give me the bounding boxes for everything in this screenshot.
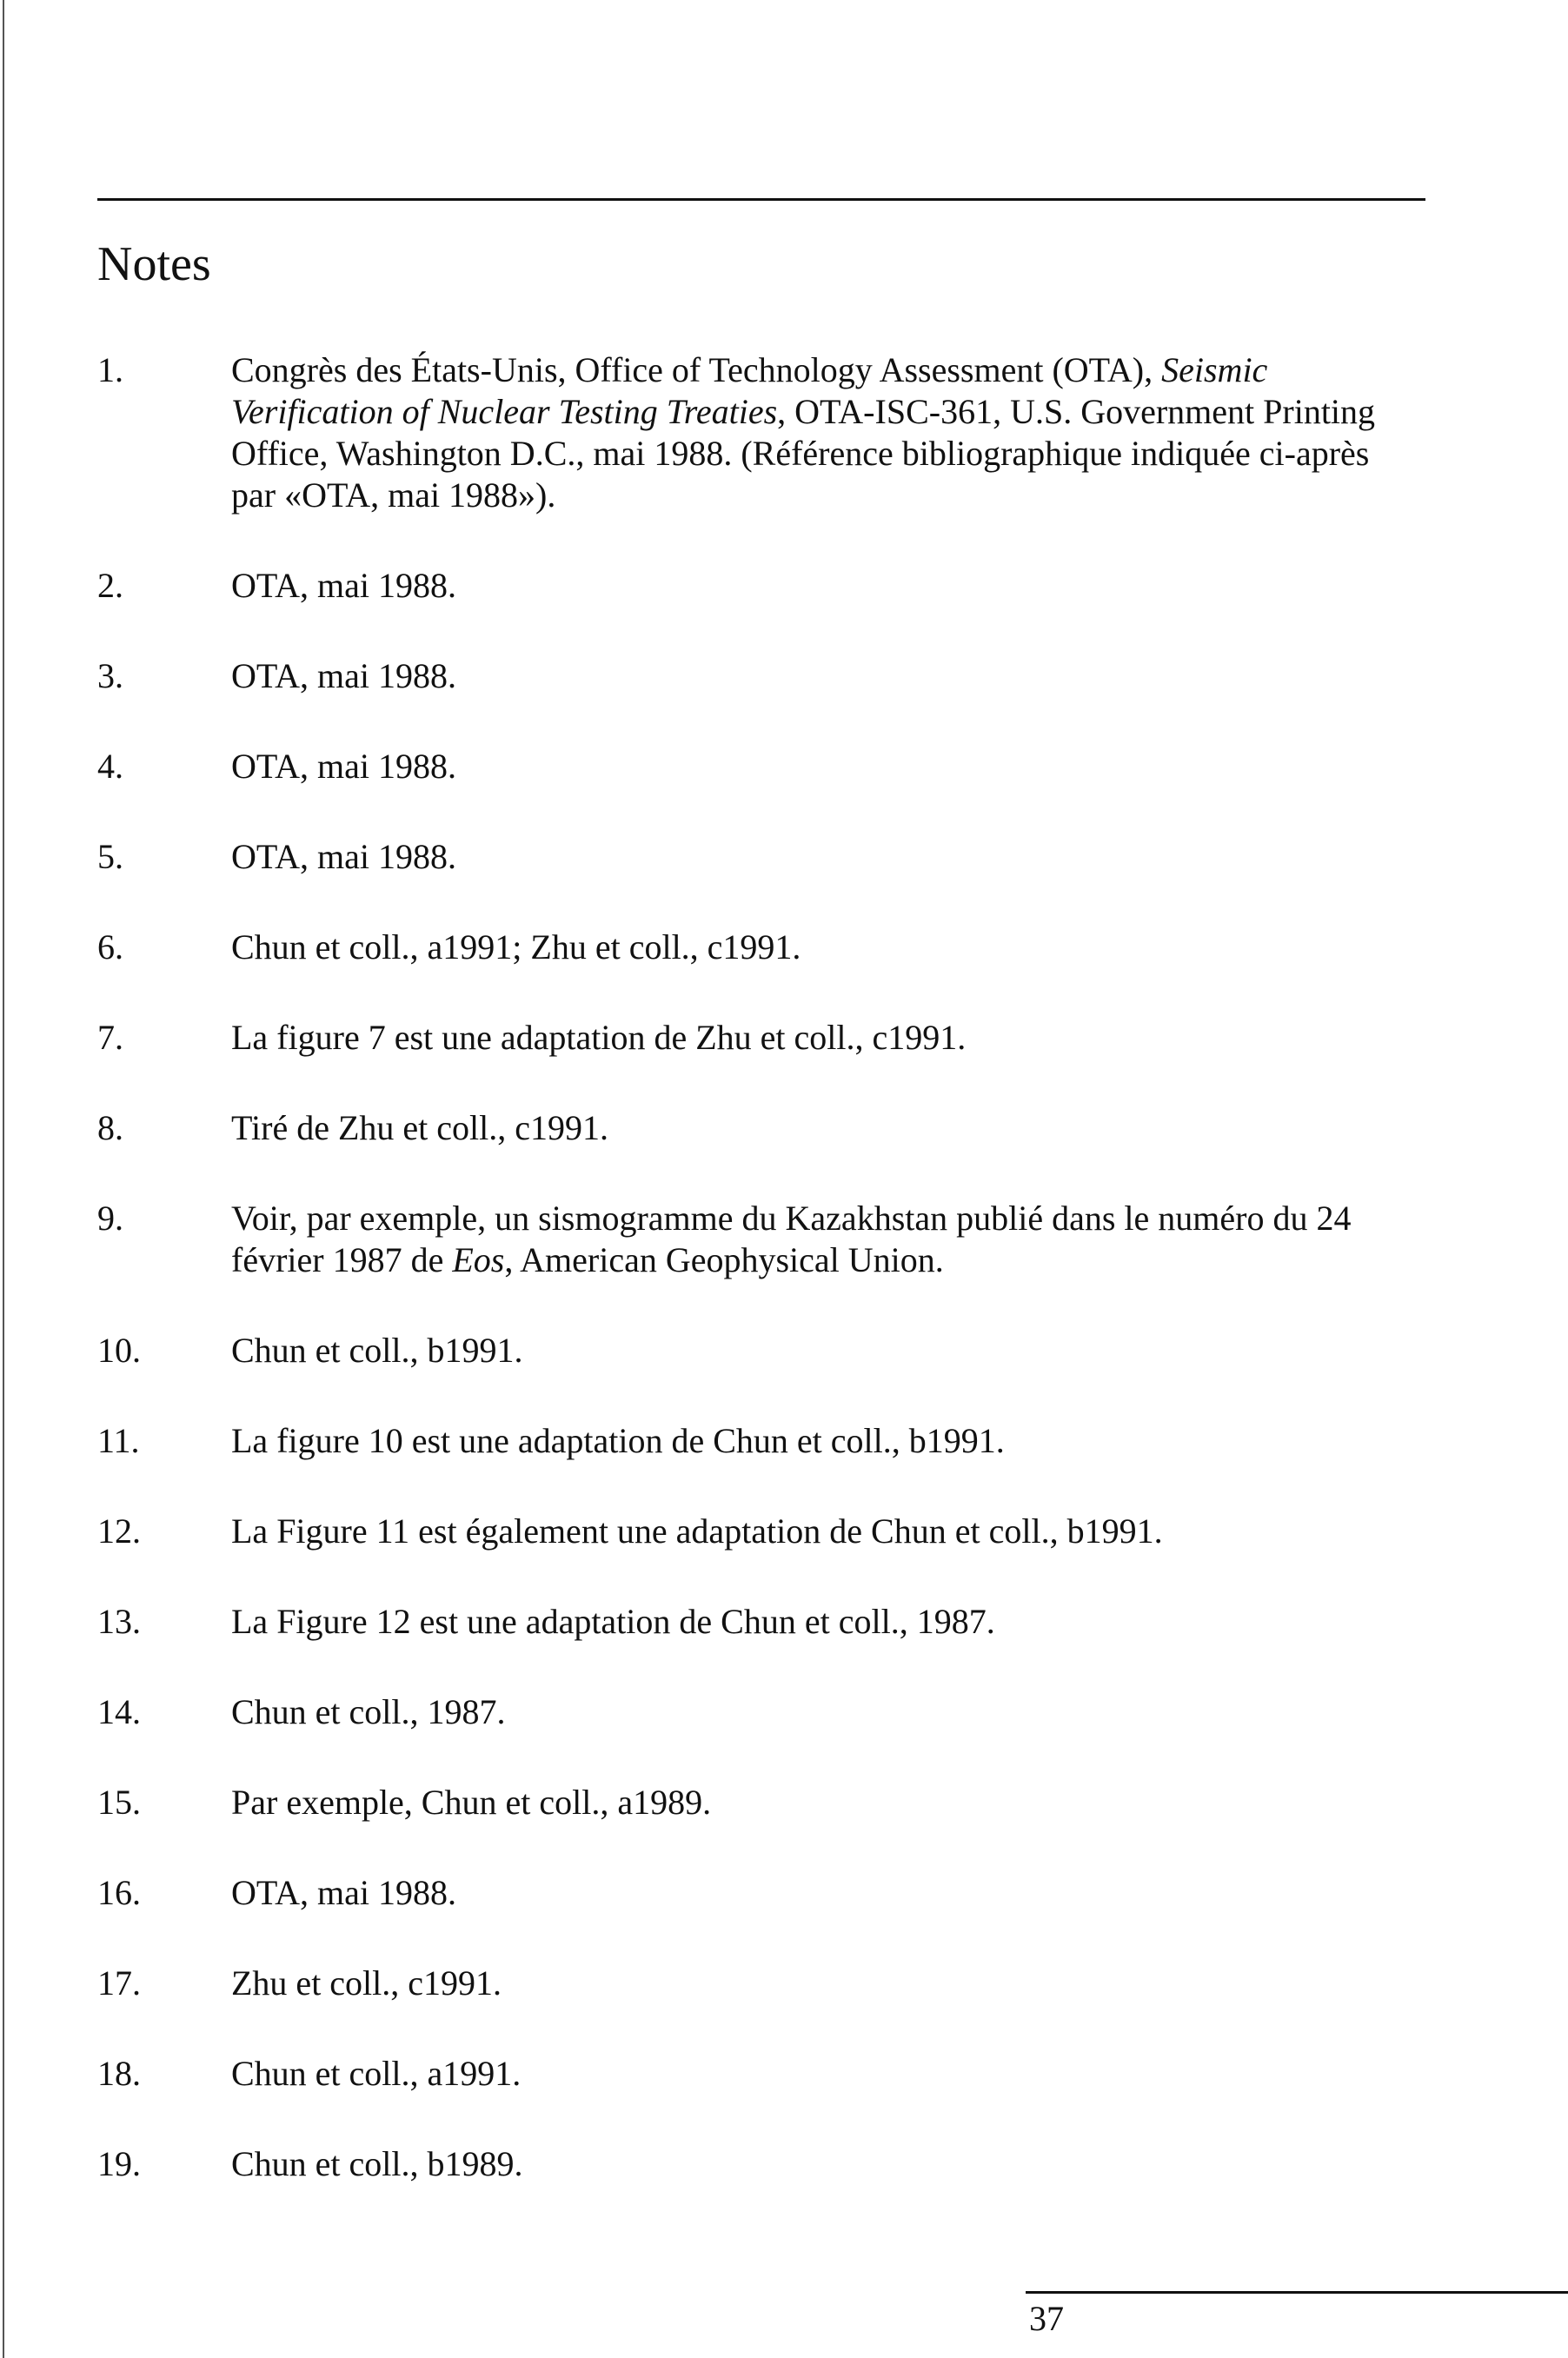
note-item xyxy=(97,1963,1453,2004)
note-text-segment: La Figure 11 est également une adaptation de Chun et coll., b1991. xyxy=(231,1511,1163,1551)
page-number-rule xyxy=(1026,2291,1568,2294)
note-number: 13. xyxy=(97,1602,141,1641)
note-text-segment: Voir, par exemple, un sismogramme du Kazakhstan publié dans le numéro du 24 février 1987 de xyxy=(231,1199,1352,1279)
note-text xyxy=(231,1107,1405,1149)
note-text-segment: La figure 10 est une adaptation de Chun et coll., b1991. xyxy=(231,1421,1005,1460)
note-text-segment: Par exemple, Chun et coll., a1989. xyxy=(231,1783,712,1822)
page-left-edge xyxy=(3,0,4,2358)
note-item xyxy=(97,2143,1453,2185)
note-text xyxy=(231,655,1405,697)
note-text-segment: OTA, mai 1988. xyxy=(231,656,456,695)
note-text xyxy=(231,565,1405,607)
note-number: 7. xyxy=(97,1018,123,1057)
note-number: 11. xyxy=(97,1421,140,1460)
notes-list xyxy=(97,349,1453,2234)
note-item xyxy=(97,1420,1453,1462)
page-number: 37 xyxy=(1029,2299,1064,2338)
note-number: 16. xyxy=(97,1873,141,1912)
note-text xyxy=(231,1017,1405,1059)
note-text xyxy=(231,836,1405,878)
note-item xyxy=(97,746,1453,787)
note-text-segment: OTA, mai 1988. xyxy=(231,566,456,605)
note-text-segment: OTA, mai 1988. xyxy=(231,1873,456,1912)
note-number: 19. xyxy=(97,2144,141,2183)
note-item xyxy=(97,1601,1453,1643)
note-text-segment: Congrès des États-Unis, Office of Technology Assessment (OTA), xyxy=(231,350,1162,389)
note-text xyxy=(231,746,1405,787)
note-text-segment: Chun et coll., 1987. xyxy=(231,1692,506,1731)
note-text-segment: La figure 7 est une adaptation de Zhu et coll., c1991. xyxy=(231,1018,967,1057)
page-heading: Notes xyxy=(97,237,211,291)
note-text xyxy=(231,1691,1405,1733)
note-text xyxy=(231,1872,1405,1914)
note-number: 15. xyxy=(97,1783,141,1822)
note-text-segment: Chun et coll., a1991; Zhu et coll., c1991. xyxy=(231,927,801,966)
note-text-segment: La Figure 12 est une adaptation de Chun et coll., 1987. xyxy=(231,1602,995,1641)
note-text xyxy=(231,1511,1405,1552)
note-item xyxy=(97,1511,1453,1552)
note-text xyxy=(231,2053,1405,2095)
note-number: 3. xyxy=(97,656,123,695)
note-text xyxy=(231,1601,1405,1643)
note-text-segment: OTA, mai 1988. xyxy=(231,747,456,786)
note-number: 14. xyxy=(97,1692,141,1731)
note-number: 9. xyxy=(97,1199,123,1238)
note-item xyxy=(97,2053,1453,2095)
note-number: 12. xyxy=(97,1511,141,1551)
note-text-segment: Chun et coll., b1989. xyxy=(231,2144,523,2183)
note-text xyxy=(231,1963,1405,2004)
note-item xyxy=(97,655,1453,697)
note-number: 8. xyxy=(97,1108,123,1147)
note-item xyxy=(97,565,1453,607)
note-item xyxy=(97,1198,1453,1281)
note-number: 18. xyxy=(97,2054,141,2093)
note-text-segment: , OTA-ISC-361, U.S. Government Printing Office, Washington D.C., mai 1988. (Référence bibliographique indiquée ci-après par «OTA, mai 1988»). xyxy=(231,392,1376,515)
note-text-segment: OTA, mai 1988. xyxy=(231,837,456,876)
note-item xyxy=(97,1872,1453,1914)
note-item xyxy=(97,1691,1453,1733)
note-number: 10. xyxy=(97,1331,141,1370)
note-number: 6. xyxy=(97,927,123,966)
note-text xyxy=(231,1330,1405,1372)
note-item xyxy=(97,927,1453,968)
note-text xyxy=(231,349,1405,516)
top-rule xyxy=(97,198,1425,201)
note-item xyxy=(97,349,1453,516)
note-item xyxy=(97,836,1453,878)
note-number: 5. xyxy=(97,837,123,876)
note-text-segment: Zhu et coll., c1991. xyxy=(231,1963,502,2003)
note-text xyxy=(231,1198,1405,1281)
note-text-italic: Eos xyxy=(452,1240,505,1279)
note-text-segment: Chun et coll., a1991. xyxy=(231,2054,522,2093)
note-text-italic: Seismic Verification of Nuclear Testing Treaties xyxy=(231,350,1268,431)
note-item xyxy=(97,1782,1453,1823)
note-text-segment: , American Geophysical Union. xyxy=(504,1240,944,1279)
note-number: 1. xyxy=(97,350,123,389)
note-text xyxy=(231,1420,1405,1462)
note-item xyxy=(97,1017,1453,1059)
note-text xyxy=(231,1782,1405,1823)
note-number: 4. xyxy=(97,747,123,786)
note-number: 2. xyxy=(97,566,123,605)
note-text-segment: Chun et coll., b1991. xyxy=(231,1331,523,1370)
note-text-segment: Tiré de Zhu et coll., c1991. xyxy=(231,1108,609,1147)
note-item xyxy=(97,1107,1453,1149)
note-item xyxy=(97,1330,1453,1372)
note-text xyxy=(231,927,1405,968)
note-text xyxy=(231,2143,1405,2185)
note-number: 17. xyxy=(97,1963,141,2003)
